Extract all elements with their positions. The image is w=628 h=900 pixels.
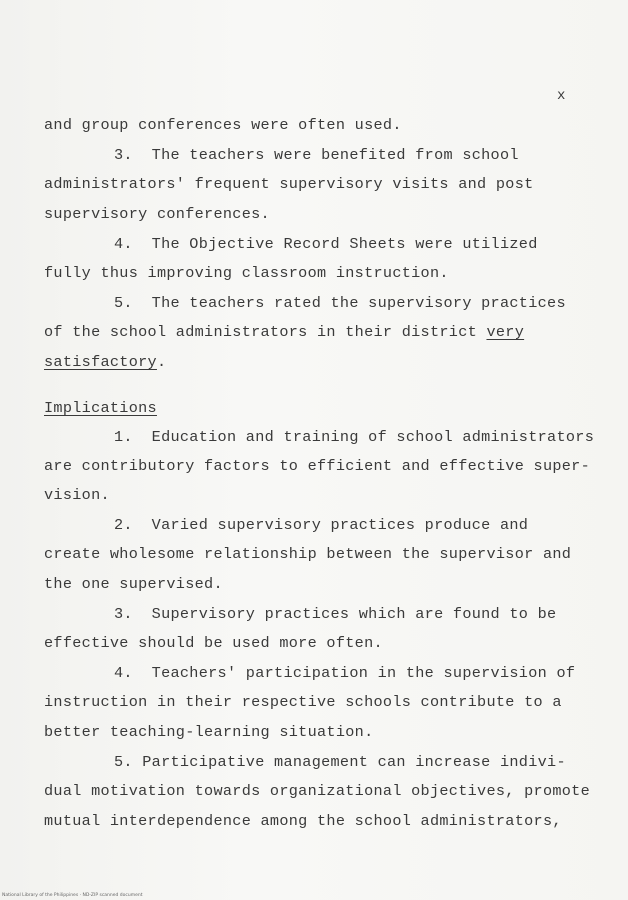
text-line: create wholesome relationship between the supervisor and (44, 545, 572, 563)
text-segment: of the school administrators in their district (44, 323, 487, 341)
text-line: 4. Teachers' participation in the supervision of (114, 664, 576, 682)
text-line: instruction in their respective schools contribute to a (44, 693, 562, 711)
text-line: 5. Participative management can increase indivi- (114, 753, 566, 771)
underlined-word: very (486, 323, 525, 341)
text-line: and group conferences were often used. (44, 116, 402, 134)
text-line: better teaching-learning situation. (44, 723, 374, 741)
text-line: fully thus improving classroom instruction. (44, 264, 449, 282)
text-line: 3. The teachers were benefited from school (114, 146, 519, 164)
page-number: x (557, 88, 566, 104)
text-line: supervisory conferences. (44, 205, 270, 223)
section-heading: Implications (44, 399, 157, 417)
text-line: 4. The Objective Record Sheets were utilized (114, 235, 538, 253)
underlined-word: satisfactory (44, 353, 157, 371)
text-line: 3. Supervisory practices which are found to be (114, 605, 557, 623)
text-line: vision. (44, 486, 110, 504)
text-line: administrators' frequent supervisory visits and post (44, 175, 534, 193)
text-line (44, 353, 166, 371)
text-line: dual motivation towards organizational objectives, promote (44, 782, 591, 800)
text-line: mutual interdependence among the school administrators, (44, 812, 562, 830)
text-line: 1. Education and training of school administrators (114, 428, 595, 446)
text-line: 5. The teachers rated the supervisory practices (114, 294, 566, 312)
text-segment: . (156, 353, 167, 371)
text-line: effective should be used more often. (44, 634, 383, 652)
text-line: are contributory factors to efficient and effective super- (44, 457, 591, 475)
scan-footer: National Library of the Philippines · ND-ZIP scanned document (2, 893, 143, 898)
text-line: 2. Varied supervisory practices produce and (114, 516, 529, 534)
text-line: the one supervised. (44, 575, 223, 593)
text-line (44, 323, 524, 341)
